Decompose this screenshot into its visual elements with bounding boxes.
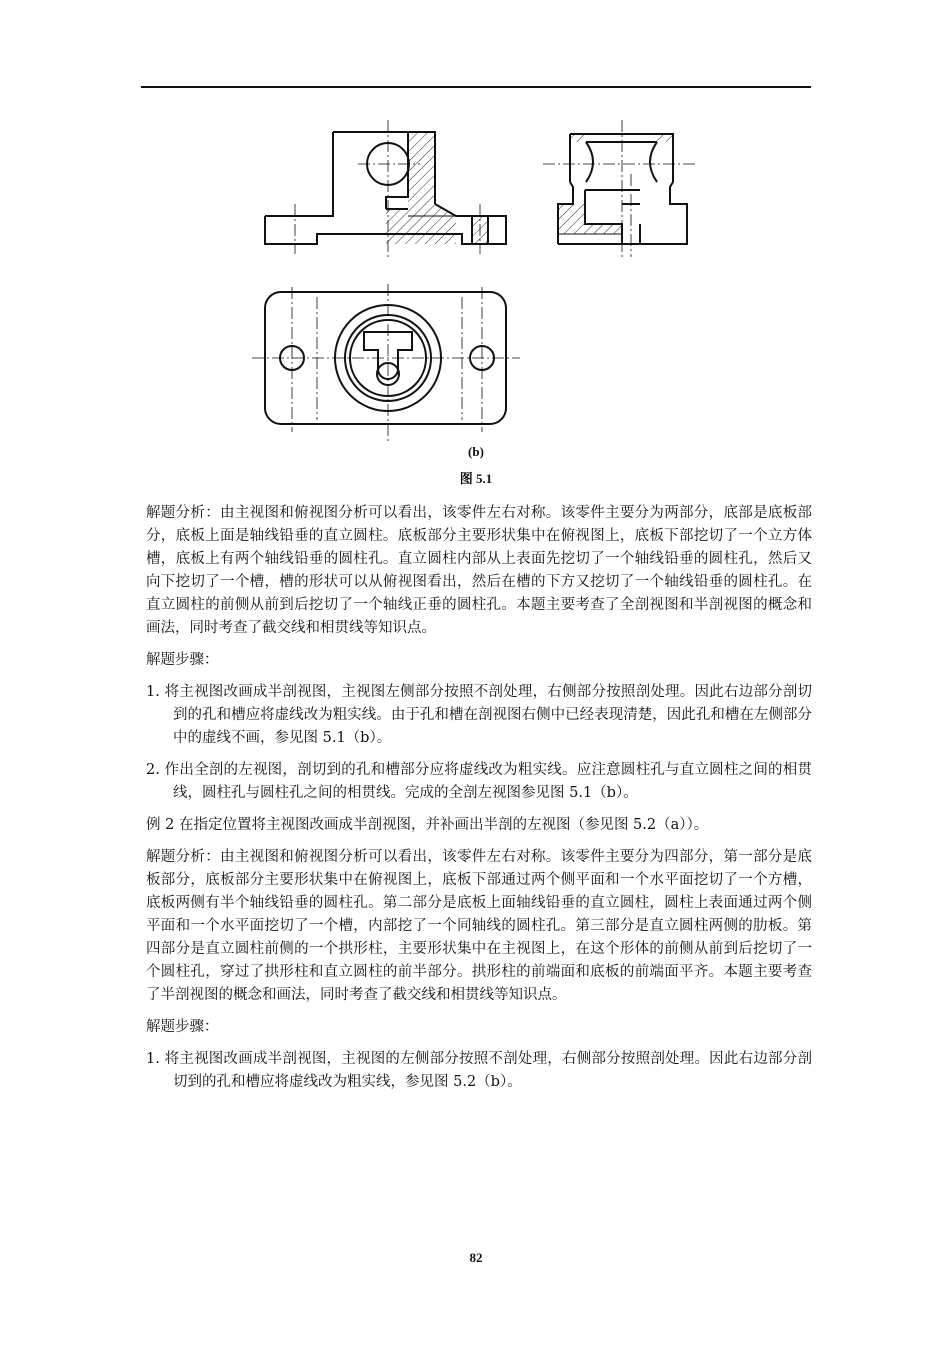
header-rule bbox=[141, 86, 811, 88]
example-2-heading: 例 2 在指定位置将主视图改画成半剖视图，并补画出半剖的左视图（参见图 5.2（a））。 bbox=[146, 817, 709, 833]
step-2-1: 1. 将主视图改画成半剖视图，主视图的左侧部分按照不剖处理，右侧部分按照剖处理。因此右边部分剖切到的孔和槽应将虚线改为粗实线，参见图 5.2（b）。 bbox=[146, 1051, 812, 1090]
top-view bbox=[252, 284, 520, 442]
figure-caption: 图 5.1 bbox=[459, 471, 493, 486]
left-hatch-base bbox=[558, 204, 622, 234]
body-text bbox=[146, 502, 812, 1103]
front-view bbox=[265, 120, 506, 257]
left-view bbox=[543, 120, 695, 257]
figure-sub-caption: (b) bbox=[468, 444, 484, 459]
front-hatch-body bbox=[386, 132, 456, 244]
step-1-2: 2. 作出全剖的左视图，剖切到的孔和槽部分应将虚线改为粗实线。应注意圆柱孔与直立圆柱之间的相贯线，圆柱孔与圆柱孔之间的相贯线。完成的全剖左视图参见图 5.1（b）。 bbox=[146, 762, 812, 801]
left-hatch-top-left bbox=[570, 134, 586, 142]
figure-5-1-drawing bbox=[240, 112, 720, 452]
page-number: 82 bbox=[469, 1250, 483, 1265]
step-1-1: 1. 将主视图改画成半剖视图，主视图左侧部分按照不剖处理，右侧部分按照剖处理。因此右边部分剖切到的孔和槽应将虚线改为粗实线。由于孔和槽在剖视图右侧中已经表现清楚，因此孔和槽在左侧部分中的虚线不画，参见图 5.1（b）。 bbox=[146, 684, 812, 746]
analysis-paragraph-1: 解题分析：由主视图和俯视图分析可以看出，该零件左右对称。该零件主要分为两部分，底部是底板部分，底板上面是轴线铅垂的直立圆柱。底板部分主要形状集中在俯视图上，底板下部挖切了一个立方体槽，底板上有两个轴线铅垂的圆柱孔。直立圆柱内部从上表面先挖切了一个轴线铅垂的圆柱孔，然后又向下挖切了一个槽，槽的形状可以从俯视图看出，然后在槽的下方又挖切了一个轴线铅垂的圆柱孔。在直立圆柱的前侧从前到后挖切了一个轴线正垂的圆柱孔。本题主要考查了全剖视图和半剖视图的概念和画法，同时考查了截交线和相贯线等知识点。 bbox=[146, 505, 812, 636]
analysis-paragraph-2: 解题分析：由主视图和俯视图分析可以看出，该零件左右对称。该零件主要分为四部分，第一部分是底板部分，底板部分主要形状集中在俯视图上，底板下部通过两个侧平面和一个水平面挖切了一个方槽，底板两侧有半个轴线铅垂的圆柱孔。第二部分是底板上面轴线铅垂的直立圆柱，圆柱上表面通过两个侧平面和一个水平面挖切了一个槽，内部挖了一个同轴线的圆柱孔。第三部分是直立圆柱两侧的肋板。第四部分是直立圆柱前侧的一个拱形柱，主要形状集中在主视图上，在这个形体的前侧从前到后挖切了一个圆柱孔，穿过了拱形柱和直立圆柱的前半部分。拱形柱的前端面和底板的前端面平齐。本题主要考查了半剖视图的概念和画法，同时考查了截交线和相贯线等知识点。 bbox=[146, 849, 812, 1003]
steps-title-1: 解题步骤： bbox=[146, 652, 219, 668]
left-hatch-top-right bbox=[657, 134, 673, 142]
steps-title-2: 解题步骤： bbox=[146, 1019, 219, 1035]
